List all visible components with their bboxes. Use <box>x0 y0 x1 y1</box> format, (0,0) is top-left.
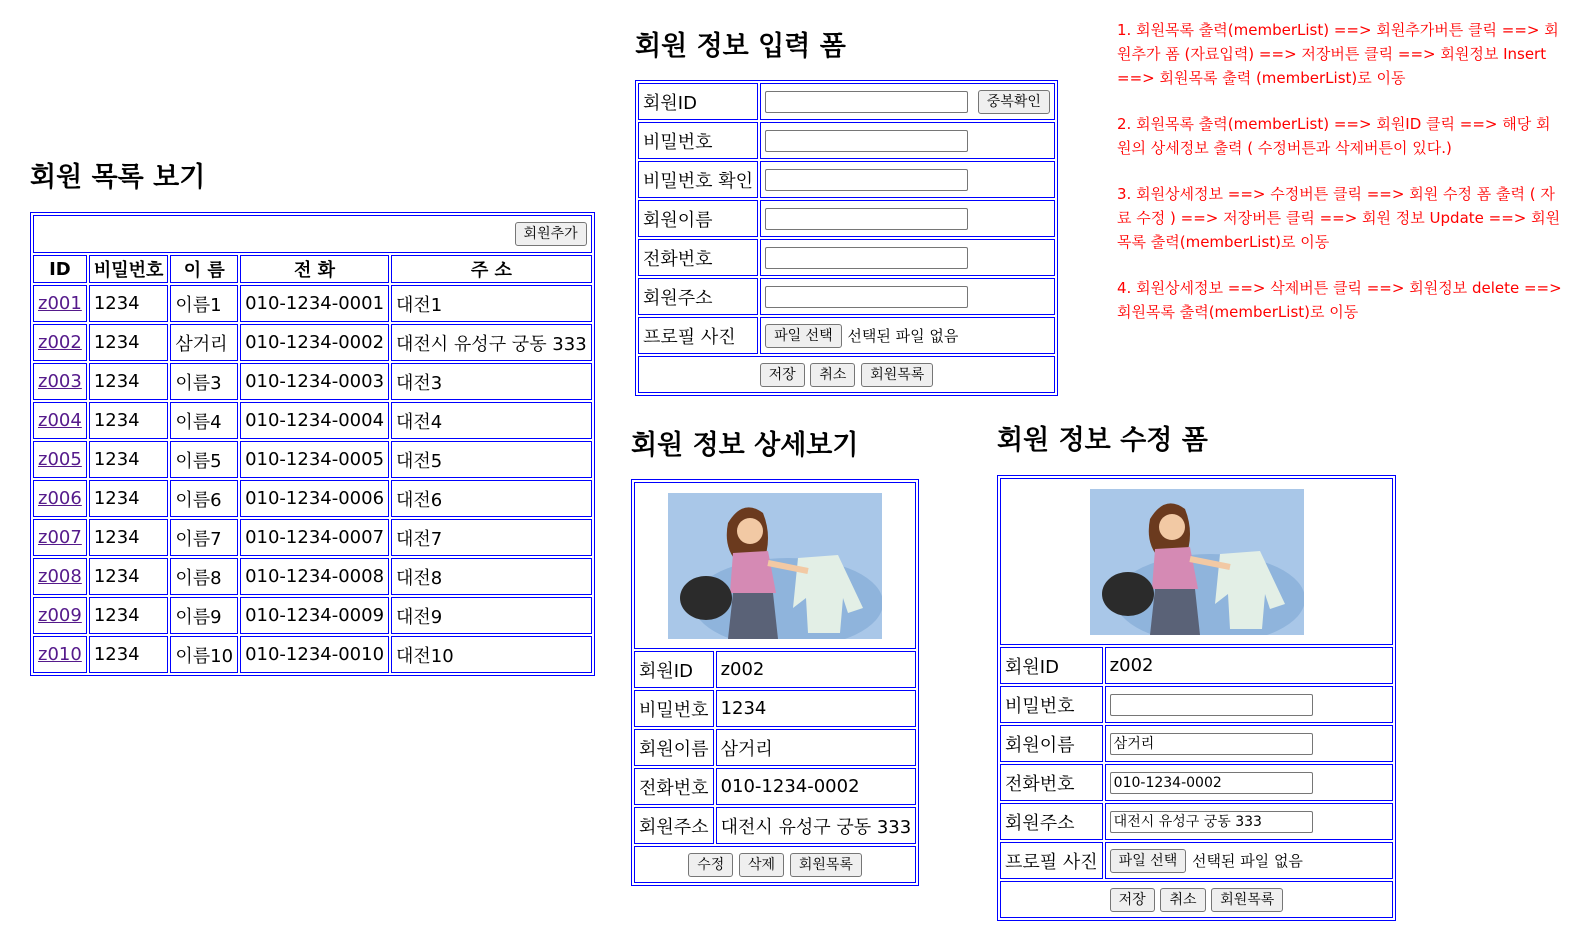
insert-phone-input[interactable] <box>765 247 968 269</box>
detail-value-password: 1234 <box>716 690 917 727</box>
member-id-link[interactable]: z004 <box>38 410 82 431</box>
detail-label-id: 회원ID <box>634 651 714 688</box>
member-address-cell: 대전5 <box>391 441 592 478</box>
insert-label-password: 비밀번호 <box>638 122 758 159</box>
header-name: 이 름 <box>170 255 238 283</box>
update-cancel-button[interactable]: 취소 <box>1160 888 1205 912</box>
table-row <box>33 285 592 322</box>
member-address-cell: 대전9 <box>391 597 592 634</box>
member-password-cell: 1234 <box>89 441 169 478</box>
insert-label-address: 회원주소 <box>638 278 758 315</box>
update-label-name: 회원이름 <box>1000 725 1103 762</box>
detail-label-phone: 전화번호 <box>634 768 714 805</box>
member-password-cell: 1234 <box>89 324 169 361</box>
member-phone-cell: 010-1234-0004 <box>240 402 389 439</box>
member-id-link[interactable]: z003 <box>38 371 82 392</box>
member-id-link[interactable]: z010 <box>38 644 82 665</box>
insert-label-photo: 프로필 사진 <box>638 317 758 354</box>
note-2: 2. 회원목록 출력(memberList) ==> 회원ID 클릭 ==> 해당 회원의 상세정보 출력 ( 수정버튼과 삭제버튼이 있다.) <box>1117 115 1551 157</box>
member-name-cell: 이름9 <box>170 597 238 634</box>
insert-label-phone: 전화번호 <box>638 239 758 276</box>
note-4: 4. 회원상세정보 ==> 삭제버튼 클릭 ==> 회원정보 delete ==> 회원목록 출력(memberList)로 이동 <box>1117 279 1562 321</box>
member-password-cell: 1234 <box>89 363 169 400</box>
member-name-cell: 이름6 <box>170 480 238 517</box>
member-phone-cell: 010-1234-0010 <box>240 636 389 673</box>
update-save-button[interactable]: 저장 <box>1110 888 1155 912</box>
member-address-cell: 대전8 <box>391 558 592 595</box>
member-phone-cell: 010-1234-0002 <box>240 324 389 361</box>
member-name-cell: 이름10 <box>170 636 238 673</box>
member-password-cell: 1234 <box>89 402 169 439</box>
update-file-status: 선택된 파일 없음 <box>1191 851 1303 870</box>
member-id-link[interactable]: z006 <box>38 488 82 509</box>
update-label-password: 비밀번호 <box>1000 686 1103 723</box>
member-password-cell: 1234 <box>89 285 169 322</box>
member-name-cell: 이름3 <box>170 363 238 400</box>
detail-edit-button[interactable]: 수정 <box>688 853 733 877</box>
insert-form-title: 회원 정보 입력 폼 <box>635 31 846 62</box>
profile-photo <box>668 493 882 639</box>
member-id-link[interactable]: z005 <box>38 449 82 470</box>
member-name-cell: 이름8 <box>170 558 238 595</box>
insert-form-table <box>635 80 1058 396</box>
table-row <box>33 402 592 439</box>
member-address-cell: 대전시 유성구 궁동 333 <box>391 324 592 361</box>
table-row <box>33 636 592 673</box>
member-phone-cell: 010-1234-0005 <box>240 441 389 478</box>
detail-value-address: 대전시 유성구 궁동 333 <box>716 807 917 844</box>
update-label-photo: 프로필 사진 <box>1000 842 1103 879</box>
insert-cancel-button[interactable]: 취소 <box>810 363 855 387</box>
flow-notes <box>1117 18 1562 346</box>
insert-name-input[interactable] <box>765 208 968 230</box>
update-list-button[interactable]: 회원목록 <box>1211 888 1283 912</box>
member-phone-cell: 010-1234-0006 <box>240 480 389 517</box>
member-address-cell: 대전7 <box>391 519 592 556</box>
table-row <box>33 558 592 595</box>
update-form-table <box>997 475 1396 921</box>
detail-label-name: 회원이름 <box>634 729 714 766</box>
table-row <box>33 480 592 517</box>
member-phone-cell: 010-1234-0008 <box>240 558 389 595</box>
member-address-cell: 대전4 <box>391 402 592 439</box>
member-password-cell: 1234 <box>89 519 169 556</box>
update-address-input[interactable]: 대전시 유성구 궁동 333 <box>1110 811 1313 833</box>
table-row <box>33 441 592 478</box>
member-id-link[interactable]: z009 <box>38 605 82 626</box>
update-form-title: 회원 정보 수정 폼 <box>997 425 1208 456</box>
member-address-cell: 대전10 <box>391 636 592 673</box>
table-row <box>33 363 592 400</box>
header-phone: 전 화 <box>240 255 389 283</box>
insert-list-button[interactable]: 회원목록 <box>861 363 933 387</box>
header-address: 주 소 <box>391 255 592 283</box>
member-list-table <box>30 212 595 676</box>
header-id: ID <box>33 255 87 283</box>
detail-value-name: 삼거리 <box>716 729 917 766</box>
insert-label-name: 회원이름 <box>638 200 758 237</box>
member-name-cell: 이름1 <box>170 285 238 322</box>
insert-label-password-confirm: 비밀번호 확인 <box>638 161 758 198</box>
list-header-row <box>33 255 592 283</box>
update-label-phone: 전화번호 <box>1000 764 1103 801</box>
member-phone-cell: 010-1234-0007 <box>240 519 389 556</box>
detail-table <box>631 479 919 886</box>
note-1: 1. 회원목록 출력(memberList) ==> 회원추가버튼 클릭 ==> 회원추가 폼 (자료입력) ==> 저장버튼 클릭 ==> 회원정보 Insert ==> 회원목록 출력 (memberList)로 이동 <box>1117 21 1559 87</box>
member-password-cell: 1234 <box>89 480 169 517</box>
update-value-id: z002 <box>1105 647 1393 684</box>
insert-file-select-button[interactable]: 파일 선택 <box>765 324 842 348</box>
detail-value-id: z002 <box>716 651 917 688</box>
insert-save-button[interactable]: 저장 <box>760 363 805 387</box>
member-name-cell: 이름7 <box>170 519 238 556</box>
member-id-link[interactable]: z002 <box>38 332 82 353</box>
detail-delete-button[interactable]: 삭제 <box>739 853 784 877</box>
profile-photo <box>1090 489 1304 635</box>
note-3: 3. 회원상세정보 ==> 수정버튼 클릭 ==> 회원 수정 폼 출력 ( 자료 수정 ) ==> 저장버튼 클릭 ==> 회원 정보 Update ==> 회원목록 출력(memberList)로 이동 <box>1117 185 1561 251</box>
table-row <box>33 597 592 634</box>
update-file-select-button[interactable]: 파일 선택 <box>1110 849 1187 873</box>
insert-label-id: 회원ID <box>638 83 758 120</box>
update-label-id: 회원ID <box>1000 647 1103 684</box>
member-name-cell: 이름4 <box>170 402 238 439</box>
update-label-address: 회원주소 <box>1000 803 1103 840</box>
list-title: 회원 목록 보기 <box>30 162 206 193</box>
update-phone-input[interactable]: 010-1234-0002 <box>1110 772 1313 794</box>
insert-id-input[interactable] <box>765 91 968 113</box>
member-password-cell: 1234 <box>89 636 169 673</box>
insert-password-input[interactable] <box>765 130 968 152</box>
member-id-link[interactable]: z001 <box>38 293 82 314</box>
insert-address-input[interactable] <box>765 286 968 308</box>
member-address-cell: 대전3 <box>391 363 592 400</box>
member-address-cell: 대전6 <box>391 480 592 517</box>
add-member-button[interactable]: 회원추가 <box>515 222 587 246</box>
member-password-cell: 1234 <box>89 597 169 634</box>
header-password: 비밀번호 <box>89 255 169 283</box>
detail-title: 회원 정보 상세보기 <box>631 430 859 461</box>
detail-value-phone: 010-1234-0002 <box>716 768 917 805</box>
update-name-input[interactable]: 삼거리 <box>1110 733 1313 755</box>
dup-check-button[interactable]: 중복확인 <box>978 90 1050 114</box>
insert-file-status: 선택된 파일 없음 <box>847 326 959 345</box>
insert-password-confirm-input[interactable] <box>765 169 968 191</box>
member-id-link[interactable]: z008 <box>38 566 82 587</box>
detail-label-password: 비밀번호 <box>634 690 714 727</box>
member-id-link[interactable]: z007 <box>38 527 82 548</box>
member-name-cell: 삼거리 <box>170 324 238 361</box>
member-name-cell: 이름5 <box>170 441 238 478</box>
detail-label-address: 회원주소 <box>634 807 714 844</box>
member-phone-cell: 010-1234-0009 <box>240 597 389 634</box>
update-password-input[interactable] <box>1110 694 1313 716</box>
member-phone-cell: 010-1234-0003 <box>240 363 389 400</box>
table-row <box>33 519 592 556</box>
member-address-cell: 대전1 <box>391 285 592 322</box>
table-row <box>33 324 592 361</box>
member-phone-cell: 010-1234-0001 <box>240 285 389 322</box>
member-password-cell: 1234 <box>89 558 169 595</box>
detail-list-button[interactable]: 회원목록 <box>790 853 862 877</box>
